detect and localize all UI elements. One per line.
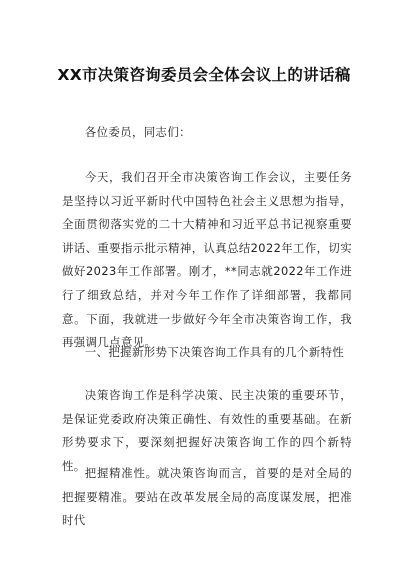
paragraph-opening: 今天，我们召开全市决策咨询工作会议，主要任务是坚持以习近平新时代中国特色社会主义思想为指导，全面贯彻落实党的二十大精神和习近平总书记视察重要讲话、重要指示批示精神，认真总结2022年工作，切实做好2023年工作部署。刚才，**同志就2022年工作进行了细致总结，并对今年工作作了详细部署，我都同意。下面，我就进一步做好今年全市决策咨询工作，我再强调几点意见。 bbox=[62, 170, 352, 350]
paragraph-precision: 把握精准性。就决策咨询而言，首要的是对全局的把握要精准。要站在改革发展全局的高度谋发展，把准时代 bbox=[62, 466, 352, 528]
section-heading: 一、把握新形势下决策咨询工作具有的几个新特性 bbox=[84, 345, 345, 359]
salutation: 各位委员，同志们： bbox=[84, 125, 191, 139]
paragraph-decision-consulting: 决策咨询工作是科学决策、民主决策的重要环节，是保证党委政府决策正确性、有效性的重要基础。在新形势要求下，要深刻把握好决策咨询工作的四个新特性。 bbox=[62, 388, 352, 473]
document-title: XX市决策咨询委员会全体会议上的讲话稿 bbox=[57, 66, 351, 84]
